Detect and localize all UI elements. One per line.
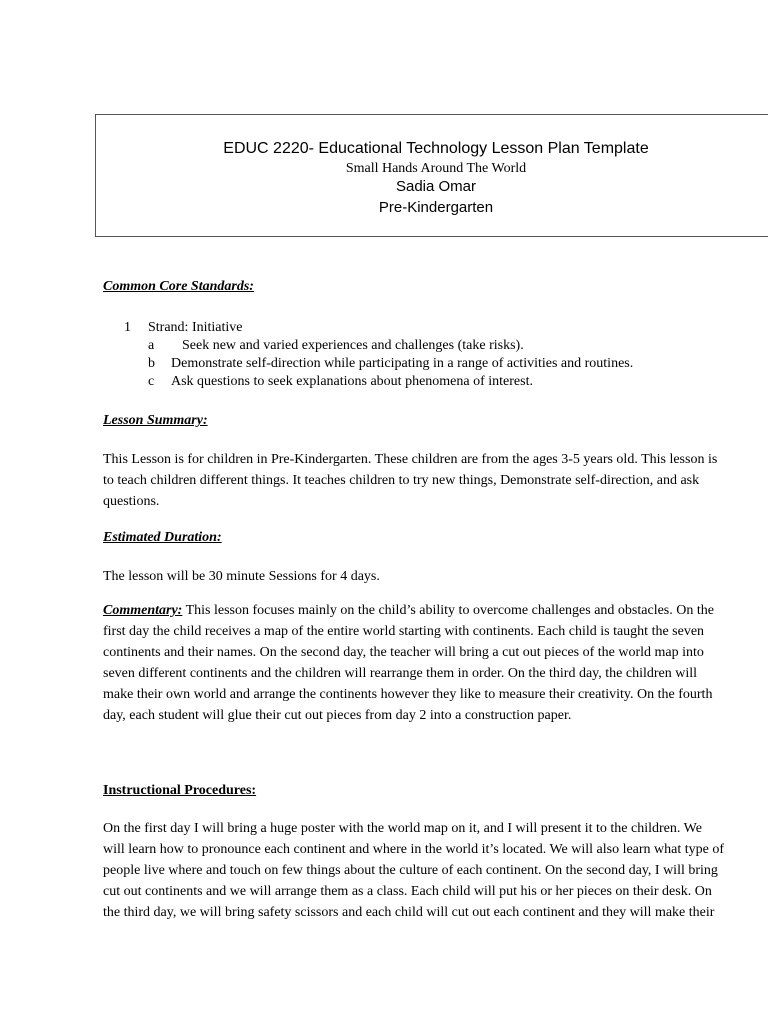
standard-item-a: Seek new and varied experiences and challenges (take risks). [182, 338, 524, 353]
standard-letter-a: a [148, 338, 155, 353]
grade-level: Pre-Kindergarten [378, 199, 494, 216]
author-name: Sadia Omar [395, 178, 477, 195]
standard-letter-b: b [148, 356, 155, 371]
summary-text: This Lesson is for children in Pre-Kindergarten. These children are from the ages 3-5 years old. This lesson is to teach children different things. It teaches children to try new things, Demonstrate self-direction, and ask questions. [103, 452, 718, 509]
strand-number: 1 [124, 320, 131, 335]
document-title: EDUC 2220- Educational Technology Lesson Plan Template [223, 140, 649, 157]
summary-heading: Lesson Summary: [103, 413, 208, 428]
standard-letter-c: c [148, 374, 155, 389]
standard-item-b: Demonstrate self-direction while participating in a range of activities and routines. [171, 356, 634, 371]
standards-heading: Common Core Standards: [103, 279, 254, 294]
commentary-text: This lesson focuses mainly on the child’s ability to overcome challenges and obstacles. On the first day the child receives a map of the entire world starting with continents. Each child is taught the seven continents and their names. On the second day, the teacher will bring a cut out pieces of the world map into seven different continents and the children will rearrange them in order. On the third day, the children will make their own world and arrange the continents however they like to measure their creativity. On the fourth day, each student will glue their cut out pieces from day 2 into a construction paper. [103, 603, 714, 723]
procedures-text: On the first day I will bring a huge poster with the world map on it, and I will present it to the children. We will learn how to pronounce each continent and where in the world it’s located. We will also learn what type of people live where and touch on few things about the culture of each continent. On the second day, I will bring cut out continents and we will arrange them as a class. Each child will put his or her pieces on their desk. On the third day, we will bring safety scissors and each child will cut out each continent and they will make their [103, 821, 725, 920]
header-box [95, 114, 768, 237]
duration-text: The lesson will be 30 minute Sessions for 4 days. [103, 569, 380, 584]
commentary-paragraph [103, 600, 768, 726]
strand-label: Strand: Initiative [148, 320, 243, 335]
commentary-heading: Commentary: [103, 603, 183, 618]
lesson-title: Small Hands Around The World [345, 161, 527, 176]
duration-heading: Estimated Duration: [103, 530, 222, 545]
procedures-heading: Instructional Procedures: [103, 783, 257, 798]
standard-item-c: Ask questions to seek explanations about phenomena of interest. [171, 374, 533, 389]
